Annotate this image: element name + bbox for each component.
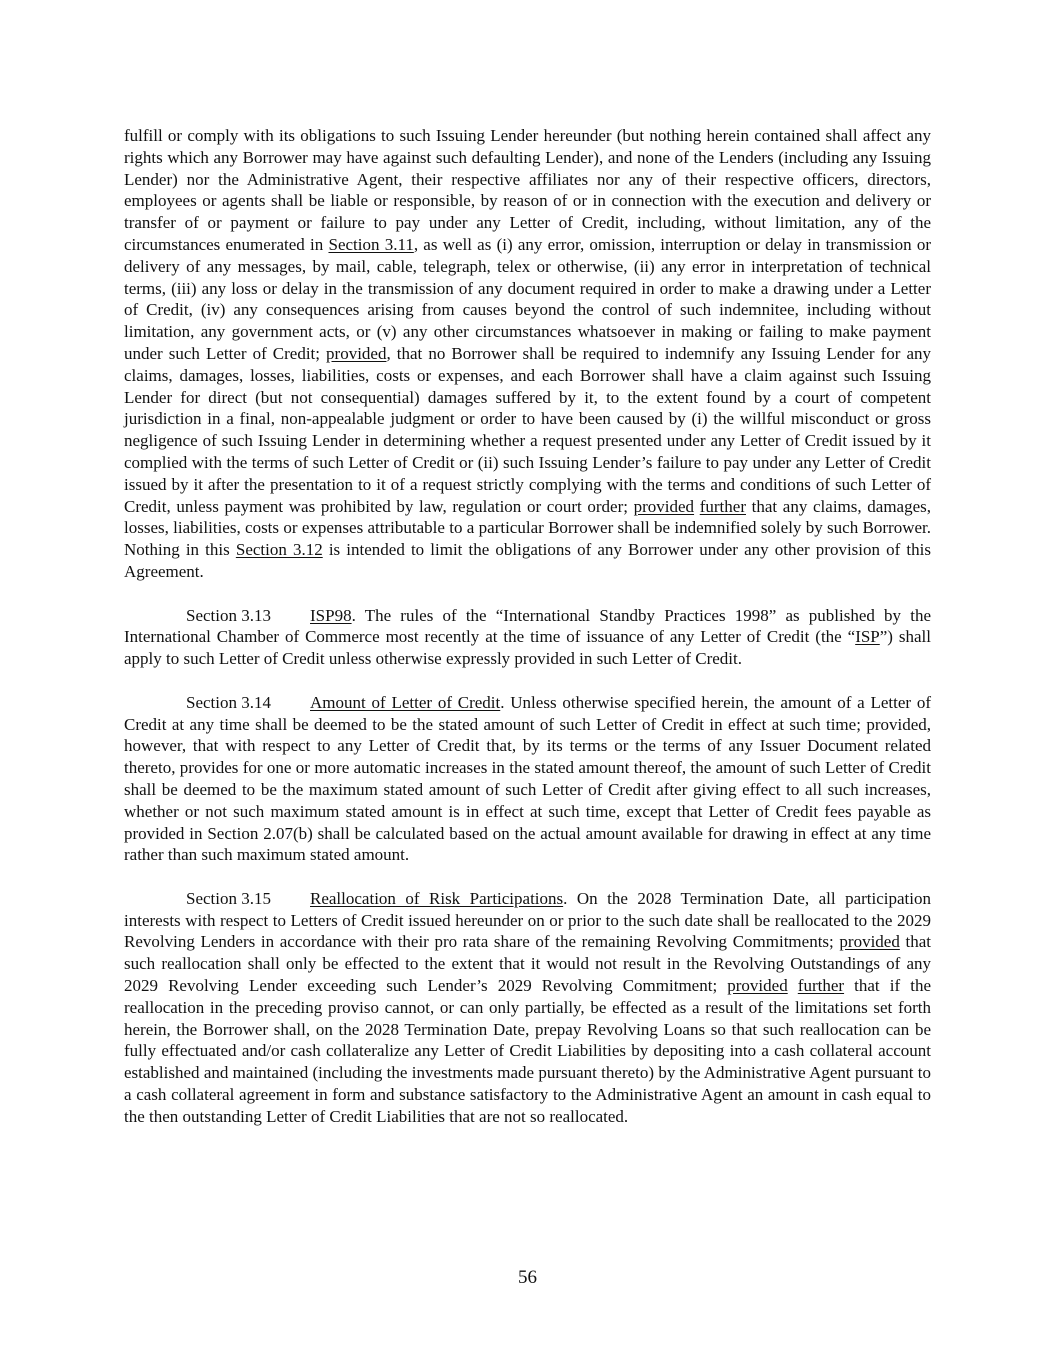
paragraph-text: . Unless otherwise specified herein, the amount of a Letter of Credit at any time shall be deemed to be the stated amount of such Letter of Credit in effect at such time; provided, however, that with respect to any Letter of Credit that, by its terms or the terms of any Issuer Document related thereto, provides for one or more automatic increases in the stated amount thereof, the amount of such Letter of Credit shall be deemed to be the maximum stated amount of such Letter of Credit after giving effect to all such increases, whether or not such maximum stated amount is in effect at such time, except that Letter of Credit fees payable as provided in Section 2.07(b) shall be calculated based on the actual amount available for drawing in effect at any time rather than such maximum stated amount. [124,692,931,865]
term-further: further [699,496,746,516]
paragraph-text: . On the 2028 Termination Date, all participation interests with respect to Letters of Credit issued hereunder on or prior to the such date shall be reallocated to the 2029 Revolving Lenders in accordance with their pro rata share of the remaining Revolving Commitments; [124,888,931,952]
paragraph-text: ”) shall apply to such Letter of Credit unless otherwise expressly provided in such Letter of Credit. [124,627,931,669]
paragraph-text: is intended to limit the obligations of any Borrower under any other provision of this Agreement. [124,540,931,581]
section-3-15 [124,888,931,1128]
paragraph-text: that such reallocation shall only be effected to the extent that it would not result in the Revolving Outstandings of any 2029 Revolving Lender exceeding such Lender’s 2029 Revolving Commitment; [124,932,931,996]
document-body [124,125,931,1149]
section-heading: Reallocation of Risk Participations [310,888,564,908]
page-number: 56 [518,1267,537,1288]
section-3-13 [124,605,931,670]
term-provided: provided [326,343,387,363]
term-further: further [797,976,845,996]
paragraph-text: , as well as (i) any error, omission, interruption or delay in transmission or delivery of any messages, by mail, cable, telegraph, telex or otherwise, (ii) any error in interpretation of technical terms, (iii) any loss or delay in the transmission of any document required in order to make a drawing under a Letter of Credit, (iv) any consequences arising from causes beyond the control of such indemnitee, including without limitation, any government acts, or (v) any other circumstances whatsoever in making or failing to make payment under such Letter of Credit; [124,234,931,363]
section-number: Section 3.15 [186,888,271,908]
section-heading: Amount of Letter of Credit [310,692,501,712]
section-heading: ISP98 [310,605,352,625]
section-3-14 [124,692,931,866]
paragraph-text: , that no Borrower shall be required to indemnify any Issuing Lender for any claims, damages, losses, liabilities, costs or expenses, and each Borrower shall have a claim against such Issuing Lender for direct (but not consequential) damages suffered by it, to the extent found by a court of competent jurisdiction in a final, non-appealable judgment or order to have been caused by (i) the willful misconduct or gross negligence of such Issuing Lender in determining whether a request presented under any Letter of Credit issued by it complied with the terms of such Letter of Credit or (ii) such Issuing Lender’s failure to pay under any Letter of Credit issued by it after the presentation to it of a request strictly complying with the terms and conditions of such Letter of Credit, unless payment was prohibited by law, regulation or court order; [124,343,931,516]
term-provided: provided [633,496,695,516]
section-number: Section 3.14 [186,692,271,712]
paragraph-text: that any claims, damages, losses, liabilities, costs or expenses attributable to a particular Borrower shall be indemnified solely by such Borrower. Nothing in this [124,496,932,560]
cross-reference-section-3-11: Section 3.11 [328,234,414,254]
term-provided: provided [727,976,788,996]
cross-reference-section-3-12: Section 3.12 [235,540,323,560]
section-number: Section 3.13 [186,605,271,625]
term-provided: provided [839,932,900,952]
defined-term-isp: ISP [855,627,880,647]
paragraph-text: that if the reallocation in the preceding proviso cannot, or can only partially, be effected as a result of the limitations set forth herein, the Borrower shall, on the 2028 Termination Date, prepay Revolving Loans so that such reallocation can be fully effectuated and/or cash collateralize any Letter of Credit Liabilities by depositing into a cash collateral account established and maintained (including the investments made pursuant thereto) by the Administrative Agent pursuant to a cash collateral agreement in form and substance satisfactory to the Administrative Agent an amount in cash equal to the then outstanding Letter of Credit Liabilities that are not so reallocated. [124,976,931,1126]
paragraph-section-3-12-continuation [124,125,931,583]
paragraph-text: fulfill or comply with its obligations to such Issuing Lender hereunder (but nothing herein contained shall affect any rights which any Borrower may have against such defaulting Lender), and none of the Lenders (including any Issuing Lender) nor the Administrative Agent, their respective affiliates nor any of their respective officers, directors, employees or agents shall be liable or responsible, by reason of or in connection with the execution and delivery or transfer of or payment or failure to pay under any Letter of Credit, including, without limitation, any of the circumstances enumerated in [124,126,931,254]
paragraph-text: . The rules of the “International Standby Practices 1998” as published by the International Chamber of Commerce most recently at the time of issuance of any Letter of Credit (the “ [124,605,931,647]
